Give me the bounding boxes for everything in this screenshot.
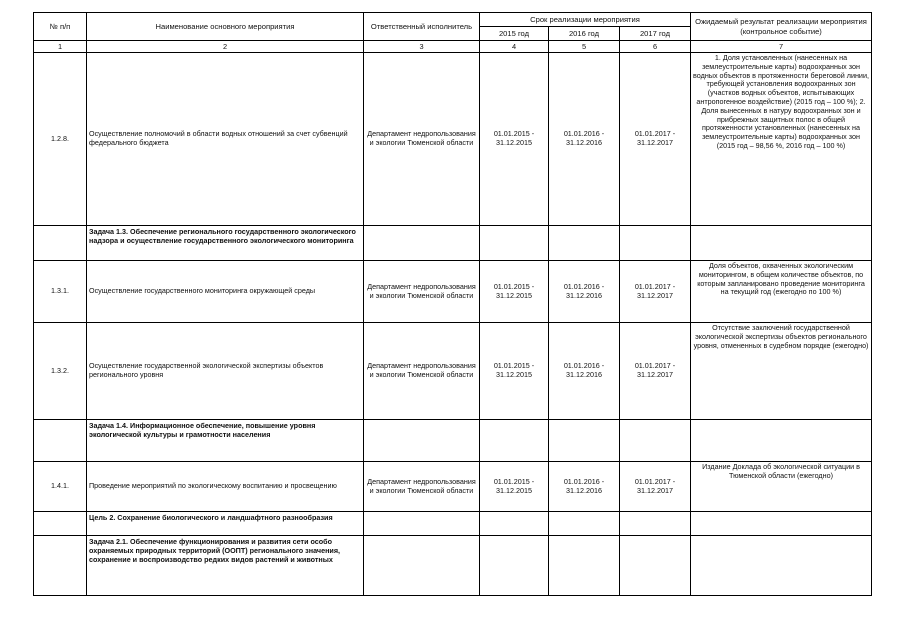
empty-cell [34, 512, 87, 536]
period-2017: 01.01.2017 - 31.12.2017 [620, 261, 691, 323]
period-2016: 01.01.2016 - 31.12.2016 [549, 53, 620, 226]
measures-table [33, 12, 872, 596]
empty-cell [364, 420, 480, 462]
empty-cell [691, 226, 872, 261]
column-number: 4 [480, 41, 549, 53]
responsible-executor: Департамент недропользования и экологии Тюменской области [364, 53, 480, 226]
header-year-2015: 2015 год [480, 27, 549, 41]
period-2016: 01.01.2016 - 31.12.2016 [549, 323, 620, 420]
row-number: 1.3.1. [34, 261, 87, 323]
measure-name: Проведение мероприятий по экологическому воспитанию и просвещению [87, 462, 364, 512]
header-year-2017: 2017 год [620, 27, 691, 41]
task-title: Задача 2.1. Обеспечение функционирования и развития сети особо охраняемых природных территорий (ООПТ) регионального значения, сохранение и воспроизводство редких видов растений и животных [87, 536, 364, 596]
empty-cell [620, 512, 691, 536]
period-2017: 01.01.2017 - 31.12.2017 [620, 323, 691, 420]
empty-cell [364, 536, 480, 596]
table-row [34, 462, 872, 512]
row-number: 1.4.1. [34, 462, 87, 512]
table-row [34, 53, 872, 226]
empty-cell [480, 536, 549, 596]
task-title: Задача 1.3. Обеспечение регионального государственного экологического надзора и осуществление государственного экологического мониторинга [87, 226, 364, 261]
empty-cell [364, 512, 480, 536]
header-year-2016: 2016 год [549, 27, 620, 41]
header-responsible: Ответственный исполнитель [364, 13, 480, 41]
period-2016: 01.01.2016 - 31.12.2016 [549, 462, 620, 512]
empty-cell [549, 226, 620, 261]
task-row [34, 420, 872, 462]
column-number: 6 [620, 41, 691, 53]
expected-result: Отсутствие заключений государственной экологической экспертизы объектов регионального уровня, отмененных в судебном порядке (ежегодно) [691, 323, 872, 420]
measure-name: Осуществление государственной экологической экспертизы объектов регионального уровня [87, 323, 364, 420]
measure-name: Осуществление полномочий в области водных отношений за счет субвенций федерального бюджета [87, 53, 364, 226]
period-2015: 01.01.2015 - 31.12.2015 [480, 53, 549, 226]
empty-cell [480, 226, 549, 261]
responsible-executor: Департамент недропользования и экологии Тюменской области [364, 261, 480, 323]
column-number: 1 [34, 41, 87, 53]
period-2016: 01.01.2016 - 31.12.2016 [549, 261, 620, 323]
empty-cell [620, 420, 691, 462]
header-name: Наименование основного мероприятия [87, 13, 364, 41]
empty-cell [34, 420, 87, 462]
empty-cell [620, 536, 691, 596]
column-number: 2 [87, 41, 364, 53]
empty-cell [691, 420, 872, 462]
period-2017: 01.01.2017 - 31.12.2017 [620, 462, 691, 512]
goal-row [34, 512, 872, 536]
period-2015: 01.01.2015 - 31.12.2015 [480, 261, 549, 323]
row-number: 1.3.2. [34, 323, 87, 420]
empty-cell [691, 512, 872, 536]
header-result: Ожидаемый результат реализации мероприятия (контрольное событие) [691, 13, 872, 41]
empty-cell [480, 512, 549, 536]
column-number: 5 [549, 41, 620, 53]
column-numbers-row [34, 41, 872, 53]
table-header-row [34, 13, 872, 27]
empty-cell [691, 536, 872, 596]
table-row [34, 323, 872, 420]
column-number: 7 [691, 41, 872, 53]
responsible-executor: Департамент недропользования и экологии Тюменской области [364, 323, 480, 420]
empty-cell [549, 536, 620, 596]
empty-cell [34, 536, 87, 596]
header-period: Срок реализации мероприятия [480, 13, 691, 27]
task-row [34, 536, 872, 596]
expected-result: 1. Доля установленных (нанесенных на землеустроительные карты) водоохранных зон водных объектов в протяженности береговой линии, требующей установления водоохранных зон (участков водных объектов, испытывающих антропогенное воздействие) (2015 год – 100 %); 2. Доля вынесенных в натуру водоохранных зон и прибрежных защитных полос в общей протяженности установленных (нанесенных на землеустроительные карты) водоохранных зон (2015 год – 98,56 %, 2016 год – 100 %) [691, 53, 872, 226]
period-2015: 01.01.2015 - 31.12.2015 [480, 462, 549, 512]
expected-result: Издание Доклада об экологической ситуации в Тюменской области (ежегодно) [691, 462, 872, 512]
goal-title: Цель 2. Сохранение биологического и ландшафтного разнообразия [87, 512, 364, 536]
period-2017: 01.01.2017 - 31.12.2017 [620, 53, 691, 226]
empty-cell [34, 226, 87, 261]
empty-cell [364, 226, 480, 261]
empty-cell [549, 420, 620, 462]
expected-result: Доля объектов, охваченных экологическим мониторингом, в общем количестве объектов, по которым запланировано проведение мониторинга на текущий год (ежегодно по 100 %) [691, 261, 872, 323]
table-row [34, 261, 872, 323]
empty-cell [549, 512, 620, 536]
period-2015: 01.01.2015 - 31.12.2015 [480, 323, 549, 420]
empty-cell [480, 420, 549, 462]
task-title: Задача 1.4. Информационное обеспечение, повышение уровня экологической культуры и грамотности населения [87, 420, 364, 462]
empty-cell [620, 226, 691, 261]
row-number: 1.2.8. [34, 53, 87, 226]
responsible-executor: Департамент недропользования и экологии Тюменской области [364, 462, 480, 512]
column-number: 3 [364, 41, 480, 53]
measure-name: Осуществление государственного мониторинга окружающей среды [87, 261, 364, 323]
task-row [34, 226, 872, 261]
header-num: № п/п [34, 13, 87, 41]
